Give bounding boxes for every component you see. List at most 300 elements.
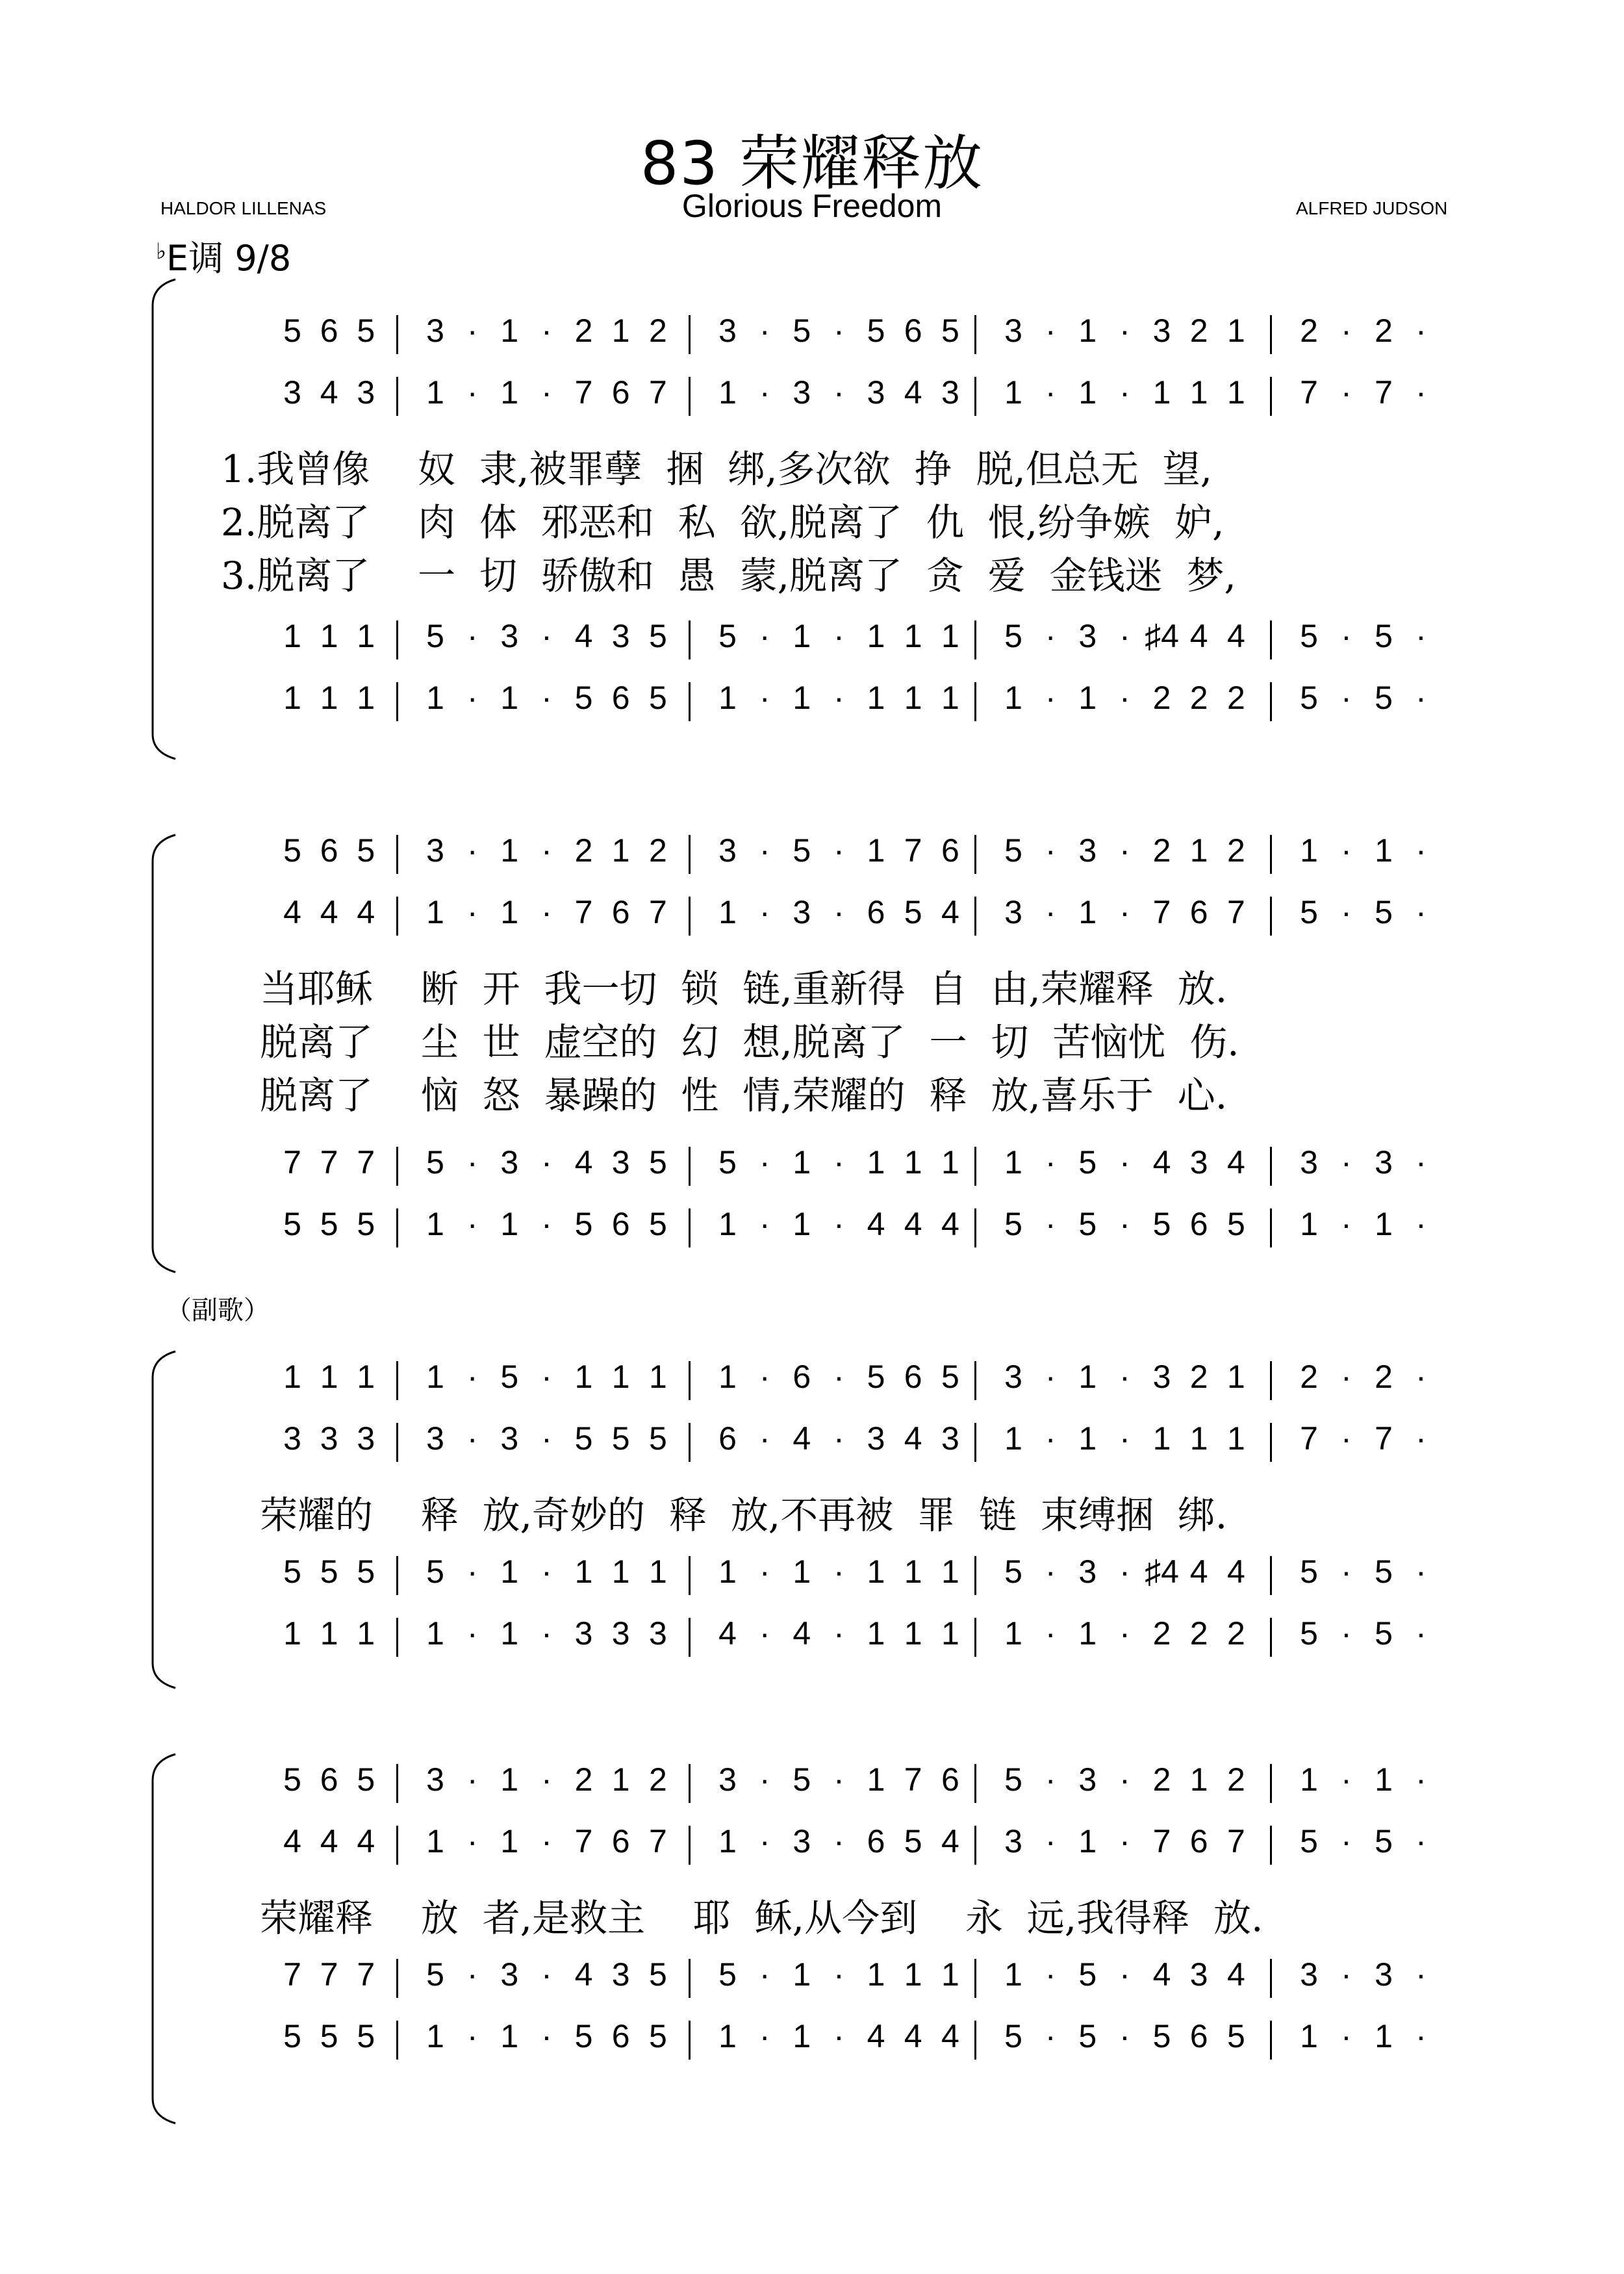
dot-extension: ·: [759, 1420, 770, 1457]
part-line-4: [195, 1615, 1494, 1667]
note: 4: [357, 894, 375, 930]
system-bracket-4: [153, 1754, 175, 2123]
dot-extension: ·: [1341, 1823, 1352, 1859]
dot-extension: ·: [1045, 618, 1056, 654]
note: 5: [1004, 1553, 1022, 1590]
note: 4: [867, 1206, 885, 1242]
note: 5: [1300, 1615, 1318, 1652]
lyric-line-1: 荣耀的 释 放,奇妙的 释 放,不再被 罪 链 束缚捆 绑.: [260, 1493, 1228, 1537]
note: 1: [1152, 1420, 1171, 1457]
note: 1: [1375, 832, 1393, 869]
note: 1: [867, 1956, 885, 1993]
dot-extension: ·: [466, 1553, 478, 1590]
note: 4: [1226, 618, 1245, 654]
note: ♯4: [1145, 1553, 1179, 1590]
note: 7: [574, 894, 593, 930]
note: 3: [718, 832, 737, 869]
dot-extension: ·: [759, 680, 770, 716]
note: 7: [574, 374, 593, 411]
note: 3: [1189, 1956, 1208, 1993]
note: 3: [867, 374, 885, 411]
note: 5: [1300, 894, 1318, 930]
note: 2: [1152, 1761, 1171, 1798]
note: 1: [426, 374, 444, 411]
note: 1: [793, 2018, 811, 2054]
barline: [1270, 1361, 1272, 1400]
barline: [974, 682, 976, 721]
dot-extension: ·: [466, 1144, 478, 1181]
note: 4: [904, 2018, 922, 2054]
note: 5: [426, 1144, 444, 1181]
note: 1: [904, 680, 922, 716]
note: 5: [574, 1420, 593, 1457]
dot-extension: ·: [541, 374, 552, 411]
note: 5: [1078, 1206, 1097, 1242]
system-bracket-3: [153, 1351, 175, 1688]
note: 5: [648, 1144, 667, 1181]
barline: [1270, 620, 1272, 659]
note: 1: [867, 618, 885, 654]
part-line-1: [195, 1358, 1494, 1410]
note: 5: [357, 1761, 375, 1798]
dot-extension: ·: [833, 313, 844, 349]
note: 2: [1189, 1615, 1208, 1652]
note: 1: [793, 1206, 811, 1242]
dot-extension: ·: [1415, 374, 1427, 411]
note: 7: [320, 1144, 338, 1181]
note: 5: [1152, 2018, 1171, 2054]
note: 1: [718, 374, 737, 411]
note: 1: [500, 1206, 519, 1242]
note: 2: [1226, 680, 1245, 716]
dot-extension: ·: [541, 1956, 552, 1993]
note: 4: [941, 2018, 959, 2054]
part-line-3: [195, 1553, 1494, 1605]
barline: [1270, 2021, 1272, 2060]
note: 7: [1375, 374, 1393, 411]
note: 5: [283, 1553, 301, 1590]
barline: [1270, 1423, 1272, 1462]
note: 4: [1152, 1956, 1171, 1993]
note: 3: [1152, 313, 1171, 349]
dot-extension: ·: [833, 1956, 844, 1993]
dot-extension: ·: [1341, 2018, 1352, 2054]
dot-extension: ·: [541, 1615, 552, 1652]
note: 1: [718, 1359, 737, 1395]
barline: [1270, 377, 1272, 416]
note: 1: [426, 680, 444, 716]
note: 3: [500, 618, 519, 654]
dot-extension: ·: [1415, 1615, 1427, 1652]
note: 1: [941, 680, 959, 716]
note: 1: [867, 1615, 885, 1652]
dot-extension: ·: [1415, 1761, 1427, 1798]
barline: [689, 1361, 691, 1400]
note: 5: [648, 1420, 667, 1457]
note: 4: [941, 894, 959, 930]
barline: [689, 377, 691, 416]
note: 6: [867, 894, 885, 930]
note: 5: [1375, 1615, 1393, 1652]
note: 3: [357, 374, 375, 411]
dot-extension: ·: [759, 2018, 770, 2054]
note: 7: [320, 1956, 338, 1993]
note: 1: [793, 1553, 811, 1590]
dot-extension: ·: [759, 1206, 770, 1242]
english-title: Glorious Freedom: [681, 188, 943, 224]
dot-extension: ·: [1341, 374, 1352, 411]
note: 1: [904, 1144, 922, 1181]
note: 5: [574, 680, 593, 716]
dot-extension: ·: [541, 1823, 552, 1859]
note: 1: [500, 680, 519, 716]
note: 5: [904, 1823, 922, 1859]
note: 5: [648, 680, 667, 716]
barline: [974, 1147, 976, 1186]
note: 4: [904, 1206, 922, 1242]
note: 5: [648, 2018, 667, 2054]
note: 5: [904, 894, 922, 930]
note: 5: [648, 618, 667, 654]
note: 5: [1152, 1206, 1171, 1242]
dot-extension: ·: [466, 1359, 478, 1395]
note: 1: [793, 1956, 811, 1993]
barline: [396, 620, 398, 659]
note: 3: [1078, 1761, 1097, 1798]
dot-extension: ·: [1119, 1144, 1130, 1181]
note: 7: [1375, 1420, 1393, 1457]
note: 5: [357, 2018, 375, 2054]
dot-extension: ·: [833, 680, 844, 716]
dot-extension: ·: [833, 1144, 844, 1181]
note: 1: [1004, 680, 1022, 716]
dot-extension: ·: [759, 1615, 770, 1652]
note: 1: [500, 894, 519, 930]
note: 3: [283, 1420, 301, 1457]
part-line-1: [195, 832, 1494, 884]
note: 3: [1078, 832, 1097, 869]
note: 5: [357, 1206, 375, 1242]
note: 2: [648, 1761, 667, 1798]
part-line-2: [195, 1822, 1494, 1874]
note: 5: [793, 1761, 811, 1798]
barline: [689, 1147, 691, 1186]
note: 1: [611, 832, 630, 869]
dot-extension: ·: [541, 1420, 552, 1457]
dot-extension: ·: [1119, 618, 1130, 654]
barline: [396, 1764, 398, 1803]
note: 5: [1300, 1823, 1318, 1859]
part-line-4: [195, 2017, 1494, 2069]
note: 1: [1226, 313, 1245, 349]
note: 5: [1300, 618, 1318, 654]
note: 4: [574, 1144, 593, 1181]
note: 1: [1300, 832, 1318, 869]
note: 3: [793, 894, 811, 930]
barline: [974, 1208, 976, 1247]
dot-extension: ·: [466, 313, 478, 349]
dot-extension: ·: [1045, 2018, 1056, 2054]
note: 2: [648, 832, 667, 869]
note: 1: [648, 1359, 667, 1395]
barline: [396, 1826, 398, 1865]
barline: [1270, 1556, 1272, 1595]
note: 1: [283, 1359, 301, 1395]
note: 4: [1189, 618, 1208, 654]
note: 3: [1004, 1359, 1022, 1395]
note: 2: [1375, 1359, 1393, 1395]
barline: [396, 315, 398, 354]
note: 1: [357, 1615, 375, 1652]
barline: [974, 315, 976, 354]
note: 2: [1152, 832, 1171, 869]
note: 5: [1375, 1553, 1393, 1590]
dot-extension: ·: [466, 1615, 478, 1652]
system-bracket-1: [153, 279, 175, 759]
note: 5: [426, 1956, 444, 1993]
dot-extension: ·: [1119, 1823, 1130, 1859]
barline: [689, 315, 691, 354]
dot-extension: ·: [1415, 2018, 1427, 2054]
dot-extension: ·: [541, 832, 552, 869]
dot-extension: ·: [1341, 618, 1352, 654]
note: 1: [500, 1615, 519, 1652]
note: 2: [1189, 1359, 1208, 1395]
note: 7: [283, 1956, 301, 1993]
dot-extension: ·: [1045, 1615, 1056, 1652]
note: 6: [1189, 2018, 1208, 2054]
note: 2: [1152, 1615, 1171, 1652]
dot-extension: ·: [1045, 832, 1056, 869]
note: 2: [1189, 313, 1208, 349]
note: 6: [904, 1359, 922, 1395]
dot-extension: ·: [541, 313, 552, 349]
note: 2: [574, 1761, 593, 1798]
note: 1: [1189, 832, 1208, 869]
barline: [1270, 682, 1272, 721]
note: 1: [941, 1956, 959, 1993]
dot-extension: ·: [1119, 2018, 1130, 2054]
note: 1: [1078, 1420, 1097, 1457]
note: 7: [1152, 894, 1171, 930]
note: 6: [611, 1823, 630, 1859]
note: 6: [1189, 894, 1208, 930]
note: 3: [500, 1420, 519, 1457]
note: 6: [941, 832, 959, 869]
note: 1: [320, 680, 338, 716]
note: 1: [500, 374, 519, 411]
lyric-line-3: 脱离了 恼 怒 暴躁的 性 情,荣耀的 释 放,喜乐于 心.: [260, 1073, 1228, 1118]
dot-extension: ·: [466, 680, 478, 716]
lyric-line-3: 3.脱离了 一 切 骄傲和 愚 蒙,脱离了 贪 爱 金钱迷 梦,: [221, 554, 1236, 598]
barline: [974, 1826, 976, 1865]
barline: [396, 1556, 398, 1595]
note: 5: [1226, 1206, 1245, 1242]
note: 1: [1226, 1420, 1245, 1457]
dot-extension: ·: [833, 1359, 844, 1395]
note: 3: [1004, 1823, 1022, 1859]
dot-extension: ·: [1119, 313, 1130, 349]
note: 1: [1375, 1206, 1393, 1242]
note: 4: [574, 1956, 593, 1993]
note: 1: [357, 680, 375, 716]
note: 4: [283, 1823, 301, 1859]
note: 5: [1300, 680, 1318, 716]
note: 5: [283, 1761, 301, 1798]
dot-extension: ·: [1341, 1359, 1352, 1395]
dot-extension: ·: [1415, 313, 1427, 349]
note: 1: [1078, 1615, 1097, 1652]
note: 3: [1152, 1359, 1171, 1395]
dot-extension: ·: [1341, 1761, 1352, 1798]
note: 1: [867, 680, 885, 716]
note: 3: [1189, 1144, 1208, 1181]
dot-extension: ·: [1045, 374, 1056, 411]
dot-extension: ·: [1341, 1420, 1352, 1457]
note: 6: [320, 313, 338, 349]
dot-extension: ·: [1045, 1956, 1056, 1993]
note: 1: [500, 2018, 519, 2054]
note: 6: [718, 1420, 737, 1457]
dot-extension: ·: [759, 1359, 770, 1395]
note: 5: [320, 1206, 338, 1242]
song-title: 83 荣耀释放: [640, 129, 984, 198]
note: 1: [1226, 374, 1245, 411]
note: 3: [611, 1615, 630, 1652]
part-line-4: [195, 1205, 1494, 1257]
dot-extension: ·: [759, 313, 770, 349]
barline: [974, 1618, 976, 1657]
note: 7: [904, 1761, 922, 1798]
note: 6: [611, 1206, 630, 1242]
note: 5: [1004, 618, 1022, 654]
note: 1: [867, 1553, 885, 1590]
dot-extension: ·: [833, 1615, 844, 1652]
dot-extension: ·: [1415, 894, 1427, 930]
note: 6: [611, 2018, 630, 2054]
note: 4: [718, 1615, 737, 1652]
note: 5: [1375, 894, 1393, 930]
note: 4: [941, 1823, 959, 1859]
dot-extension: ·: [1415, 1420, 1427, 1457]
dot-extension: ·: [1119, 1359, 1130, 1395]
note: 5: [1004, 2018, 1022, 2054]
note: 5: [357, 313, 375, 349]
note: 6: [793, 1359, 811, 1395]
note: 1: [611, 1761, 630, 1798]
note: 4: [320, 374, 338, 411]
note: 5: [1078, 2018, 1097, 2054]
note: 5: [941, 313, 959, 349]
dot-extension: ·: [1045, 1206, 1056, 1242]
note: 7: [574, 1823, 593, 1859]
dot-extension: ·: [1045, 1761, 1056, 1798]
part-line-2: [195, 1420, 1494, 1472]
note: 5: [1078, 1144, 1097, 1181]
barline: [974, 897, 976, 936]
dot-extension: ·: [759, 1823, 770, 1859]
note: 1: [500, 1553, 519, 1590]
barline: [1270, 1618, 1272, 1657]
note: 5: [648, 1206, 667, 1242]
dot-extension: ·: [1045, 1823, 1056, 1859]
note: 3: [867, 1420, 885, 1457]
dot-extension: ·: [833, 1761, 844, 1798]
dot-extension: ·: [541, 1553, 552, 1590]
dot-extension: ·: [759, 374, 770, 411]
note: 1: [1078, 1359, 1097, 1395]
barline: [974, 1361, 976, 1400]
note: 1: [1300, 1761, 1318, 1798]
note: 1: [1004, 1420, 1022, 1457]
note: 4: [867, 2018, 885, 2054]
system-bracket-2: [153, 835, 175, 1272]
note: 3: [357, 1420, 375, 1457]
barline: [396, 1618, 398, 1657]
note: 3: [941, 1420, 959, 1457]
note: 3: [1078, 618, 1097, 654]
dot-extension: ·: [1119, 374, 1130, 411]
note: 7: [1300, 374, 1318, 411]
dot-extension: ·: [1341, 894, 1352, 930]
note: 5: [867, 1359, 885, 1395]
dot-extension: ·: [1119, 1761, 1130, 1798]
dot-extension: ·: [541, 1761, 552, 1798]
note: 2: [574, 832, 593, 869]
note: 4: [941, 1206, 959, 1242]
dot-extension: ·: [1341, 1206, 1352, 1242]
note: 3: [611, 618, 630, 654]
barline: [689, 2021, 691, 2060]
note: 6: [1189, 1823, 1208, 1859]
note: 1: [904, 618, 922, 654]
part-line-2: [195, 374, 1494, 426]
dot-extension: ·: [1119, 1206, 1130, 1242]
barline: [1270, 897, 1272, 936]
dot-extension: ·: [466, 374, 478, 411]
note: ♯4: [1145, 618, 1179, 654]
note: 3: [1300, 1956, 1318, 1993]
note: 6: [867, 1823, 885, 1859]
barline: [974, 377, 976, 416]
note: 1: [1004, 1956, 1022, 1993]
note: 1: [574, 1553, 593, 1590]
note: 1: [1078, 680, 1097, 716]
note: 5: [1300, 1553, 1318, 1590]
note: 1: [1189, 1761, 1208, 1798]
note: 5: [1226, 2018, 1245, 2054]
dot-extension: ·: [1341, 1553, 1352, 1590]
note: 1: [283, 618, 301, 654]
note: 3: [426, 313, 444, 349]
composer-name: HALDOR LILLENAS: [160, 198, 327, 218]
barline: [396, 1147, 398, 1186]
note: 4: [904, 374, 922, 411]
note: 5: [793, 313, 811, 349]
note: 4: [1226, 1144, 1245, 1181]
barline: [689, 1764, 691, 1803]
note: 3: [718, 313, 737, 349]
note: 5: [648, 1956, 667, 1993]
note: 1: [1300, 2018, 1318, 2054]
dot-extension: ·: [466, 2018, 478, 2054]
note: 1: [941, 1615, 959, 1652]
dot-extension: ·: [1341, 1144, 1352, 1181]
lyric-line-2: 脱离了 尘 世 虚空的 幻 想,脱离了 一 切 苦恼忧 伤.: [260, 1020, 1239, 1064]
note: 3: [718, 1761, 737, 1798]
note: 1: [904, 1956, 922, 1993]
dot-extension: ·: [1341, 680, 1352, 716]
